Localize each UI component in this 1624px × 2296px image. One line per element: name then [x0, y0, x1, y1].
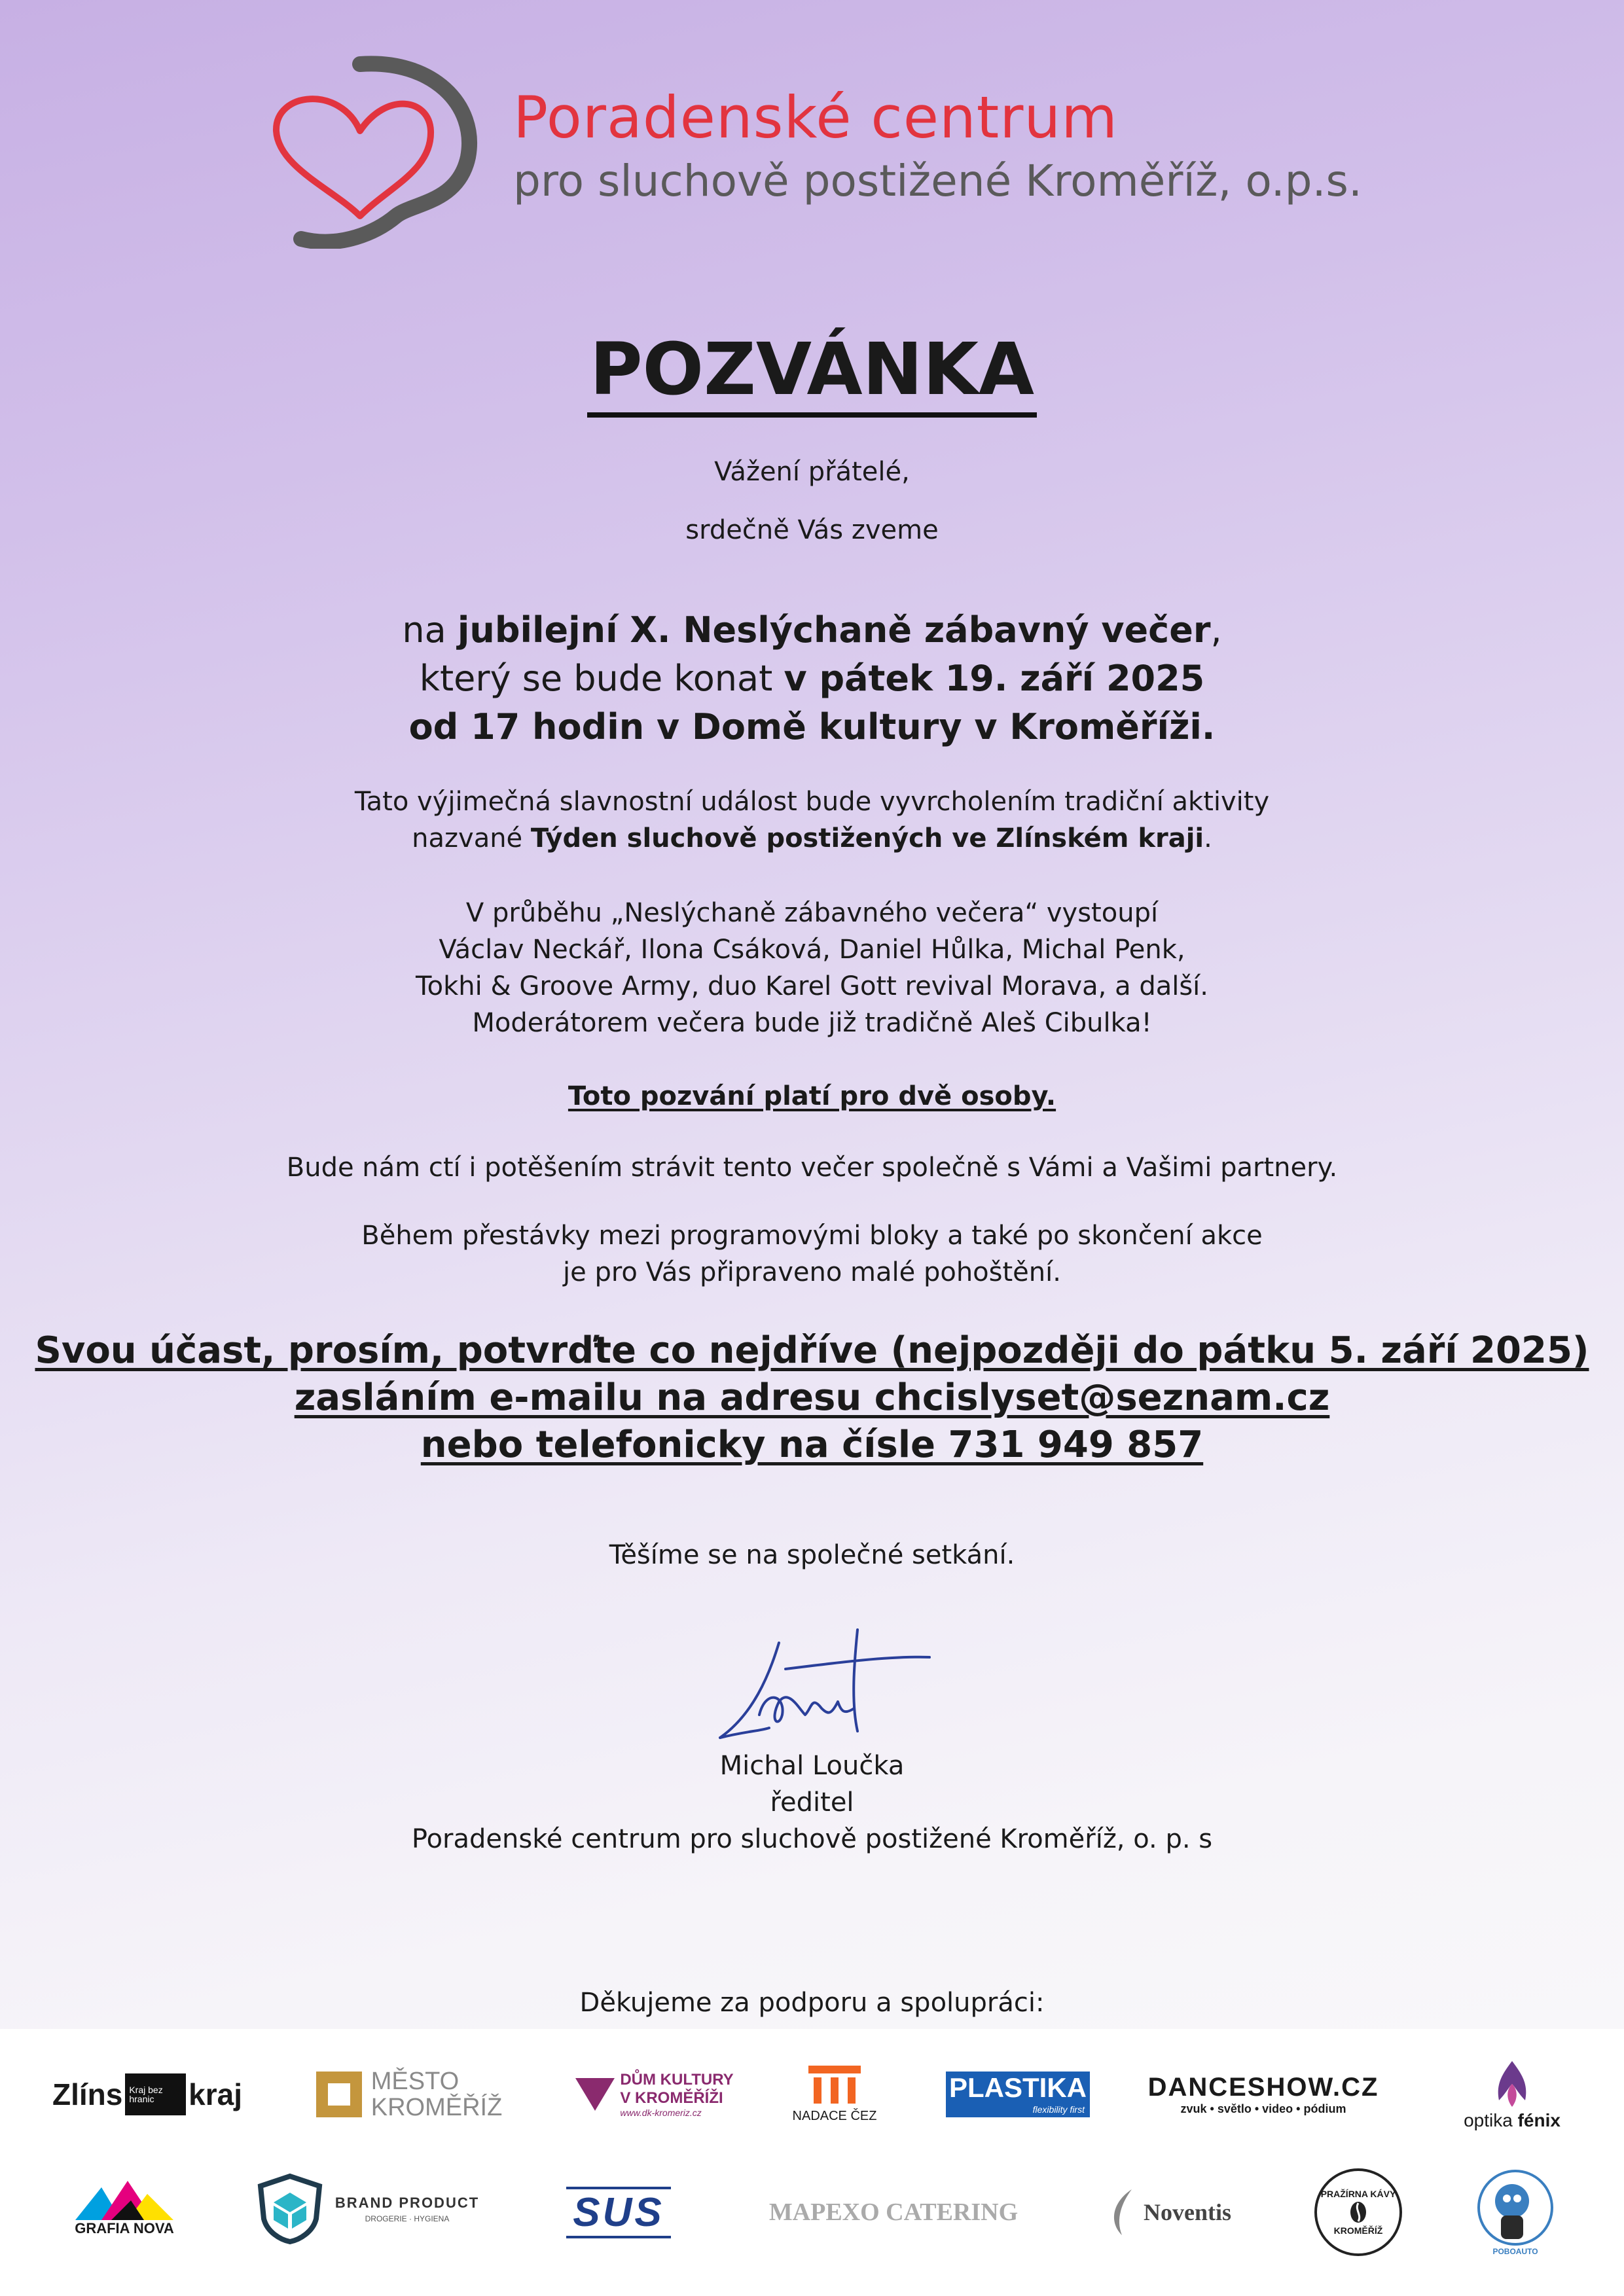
noventis-logo: Noventis [1080, 2179, 1257, 2245]
prazirna-kavy-logo: PRAŽÍRNA KÁVY KROMĚŘÍŽ [1309, 2166, 1407, 2258]
mesto-square-icon [316, 2072, 362, 2117]
org-name: Poradenské centrum [513, 84, 1118, 151]
signatory-role: ředitel [770, 1787, 854, 1818]
rsvp-email-line[interactable]: zasláním e-mailu na adresu chcislyset@seznam.cz [294, 1376, 1330, 1419]
coffee-bean-icon [1345, 2199, 1371, 2225]
org-subtitle: pro sluchově postižené Kroměříž, o.p.s. [513, 156, 1362, 206]
tradition-line-1: Tato výjimečná slavnostní událost bude vyvrcholením tradiční aktivity [354, 787, 1270, 817]
tradition-line-2: nazvané Týden sluchově postižených ve Zlínském kraji. [412, 823, 1212, 853]
mesto-kromeriz-logo: MĚSTO KROMĚŘÍŽ [308, 2065, 511, 2124]
plastika-logo: PLASTIKA flexibility first [943, 2065, 1093, 2124]
sponsor-band [0, 2029, 1624, 2296]
sus-logo: SUS [543, 2179, 694, 2245]
poboauto-logo: POBOAUTO [1466, 2160, 1564, 2265]
refreshment-line: Během přestávky mezi programovými bloky a také po skončení akce [361, 1221, 1263, 1251]
performers-line: Václav Neckář, Ilona Csáková, Daniel Hůlka, Michal Penk, [439, 935, 1185, 965]
mapexo-catering-logo: MAPEXO CATERING [768, 2198, 1019, 2226]
event-line-2: který se bude konat v pátek 19. září 2025 [419, 658, 1205, 699]
signatory-name: Michal Loučka [719, 1751, 905, 1781]
refreshment-line: je pro Vás připraveno malé pohoštění. [563, 1257, 1061, 1287]
cez-mark-icon [808, 2066, 861, 2105]
two-persons-note: Toto pozvání platí pro dvě osoby. [568, 1081, 1056, 1111]
performers-line: V průběhu „Neslýchaně zábavného večera“ vystoupí [465, 898, 1159, 928]
signatory-org: Poradenské centrum pro sluchově postižené Kroměříž, o. p. s [411, 1824, 1213, 1854]
rsvp-phone-line[interactable]: nebo telefonicky na čísle 731 949 857 [420, 1424, 1204, 1466]
page-title: POZVÁNKA [0, 327, 1624, 411]
greeting: Vážení přátelé, [714, 457, 910, 487]
phoenix-icon [1486, 2058, 1538, 2110]
event-line-1: na jubilejní X. Neslýchaně zábavný večer, [402, 609, 1222, 651]
zlin-kraj-logo: Zlíns Kraj bez hranic kraj [52, 2068, 242, 2121]
mechanic-mascot-icon [1476, 2168, 1555, 2247]
signature-icon [707, 1617, 943, 1748]
honour-line: Bude nám ctí i potěšením strávit tento večer společně s Vámi a Vašimi partnery. [286, 1153, 1338, 1183]
grafia-mountains-icon [75, 2181, 173, 2220]
dum-kultury-logo: DŮM KULTURY V KROMĚŘÍŽI www.dk-kromeriz.cz [569, 2065, 740, 2124]
nadace-cez-logo: NADACE ČEZ [785, 2055, 884, 2134]
danceshow-logo: DANCESHOW.CZ zvuk • světlo • video • pódium [1147, 2073, 1379, 2115]
brand-shield-icon [254, 2173, 326, 2245]
event-line-3: od 17 hodin v Domě kultury v Kroměříži. [408, 706, 1216, 747]
heart-ear-logo-icon [262, 52, 497, 249]
performers-line: Tokhi & Groove Army, duo Karel Gott revival Morava, a další. [416, 971, 1208, 1001]
grafia-nova-logo: GRAFIA NOVA [52, 2173, 196, 2245]
closing-line: Těšíme se na společné setkání. [609, 1540, 1015, 1570]
invite-line: srdečně Vás zveme [685, 515, 939, 545]
brand-product-logo: BRAND PRODUCT DROGERIE · HYGIENA [249, 2166, 484, 2251]
thanks-line: Děkujeme za podporu a spolupráci: [579, 1988, 1045, 2018]
dum-kultury-icon [575, 2075, 615, 2114]
performers-line: Moderátorem večera bude již tradičně Aleš Cibulka! [472, 1008, 1152, 1038]
noventis-leaf-icon [1106, 2186, 1138, 2238]
optika-fenix-logo: optika fénix [1434, 2049, 1591, 2140]
rsvp-line: Svou účast, prosím, potvrďte co nejdříve (nejpozději do pátku 5. září 2025) [35, 1329, 1589, 1372]
